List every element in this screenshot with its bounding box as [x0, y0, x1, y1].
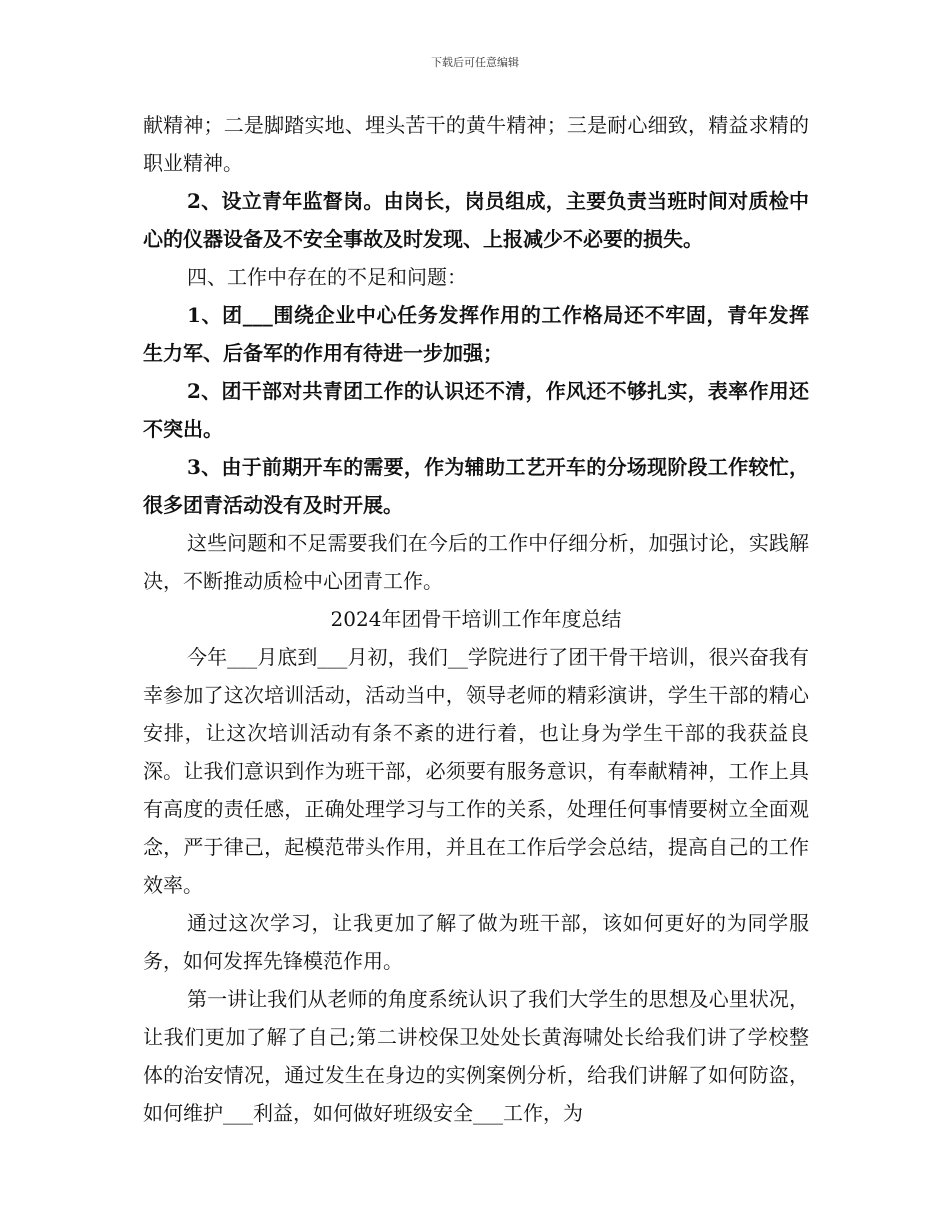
- paragraph-training-3: 第一讲让我们从老师的角度系统认识了我们大学生的思想及心里状况，让我们更加了解了自己;第二讲校保卫处处长黄海啸处长给我们讲了学校整体的治安情况，通过发生在身边的实例案例分析，给我们讲解了如何防盗，如何维护___利益，如何做好班级安全___工作，为: [143, 987, 809, 1125]
- paragraph-problem-3: 3、由于前期开车的需要，作为辅助工艺开车的分场现阶段工作较忙，很多团青活动没有及时开展。: [143, 455, 809, 517]
- document-body: [143, 106, 809, 1132]
- paragraph-conclusion: 这些问题和不足需要我们在今后的工作中仔细分析，加强讨论，实践解决，不断推动质检中心团青工作。: [143, 531, 809, 593]
- paragraph-2: 2、设立青年监督岗。由岗长，岗员组成，主要负责当班时间对质检中心的仪器设备及不安全事故及时发现、上报减少不必要的损失。: [143, 189, 809, 251]
- section-title: 2024年团骨干培训工作年度总结: [330, 607, 622, 631]
- paragraph-problem-1: 1、团___围绕企业中心任务发挥作用的工作格局还不牢固，青年发挥生力军、后备军的作用有待进一步加强；: [143, 303, 809, 365]
- paragraph-problem-2: 2、团干部对共青团工作的认识还不清，作风还不够扎实，表率作用还不突出。: [143, 379, 809, 441]
- section-heading-problems: 四、工作中存在的不足和问题：: [187, 265, 467, 289]
- paragraph-training-2: 通过这次学习，让我更加了解了做为班干部，该如何更好的为同学服务，如何发挥先锋模范作用。: [143, 911, 809, 973]
- paragraph-1: 献精神；二是脚踏实地、埋头苦干的黄牛精神；三是耐心细致，精益求精的职业精神。: [143, 113, 809, 175]
- paragraph-training-1: 今年___月底到___月初，我们__学院进行了团干骨干培训，很兴奋我有幸参加了这次培训活动，活动当中，领导老师的精彩演讲，学生干部的精心安排，让这次培训活动有条不紊的进行着，也让身为学生干部的我获益良深。让我们意识到作为班干部，必须要有服务意识，有奉献精神，工作上具有高度的责任感，正确处理学习与工作的关系，处理任何事情要树立全面观念，严于律己，起模范带头作用，并且在工作后学会总结，提高自己的工作效率。: [143, 645, 809, 897]
- page-header-note: 下载后可任意编辑: [431, 56, 519, 69]
